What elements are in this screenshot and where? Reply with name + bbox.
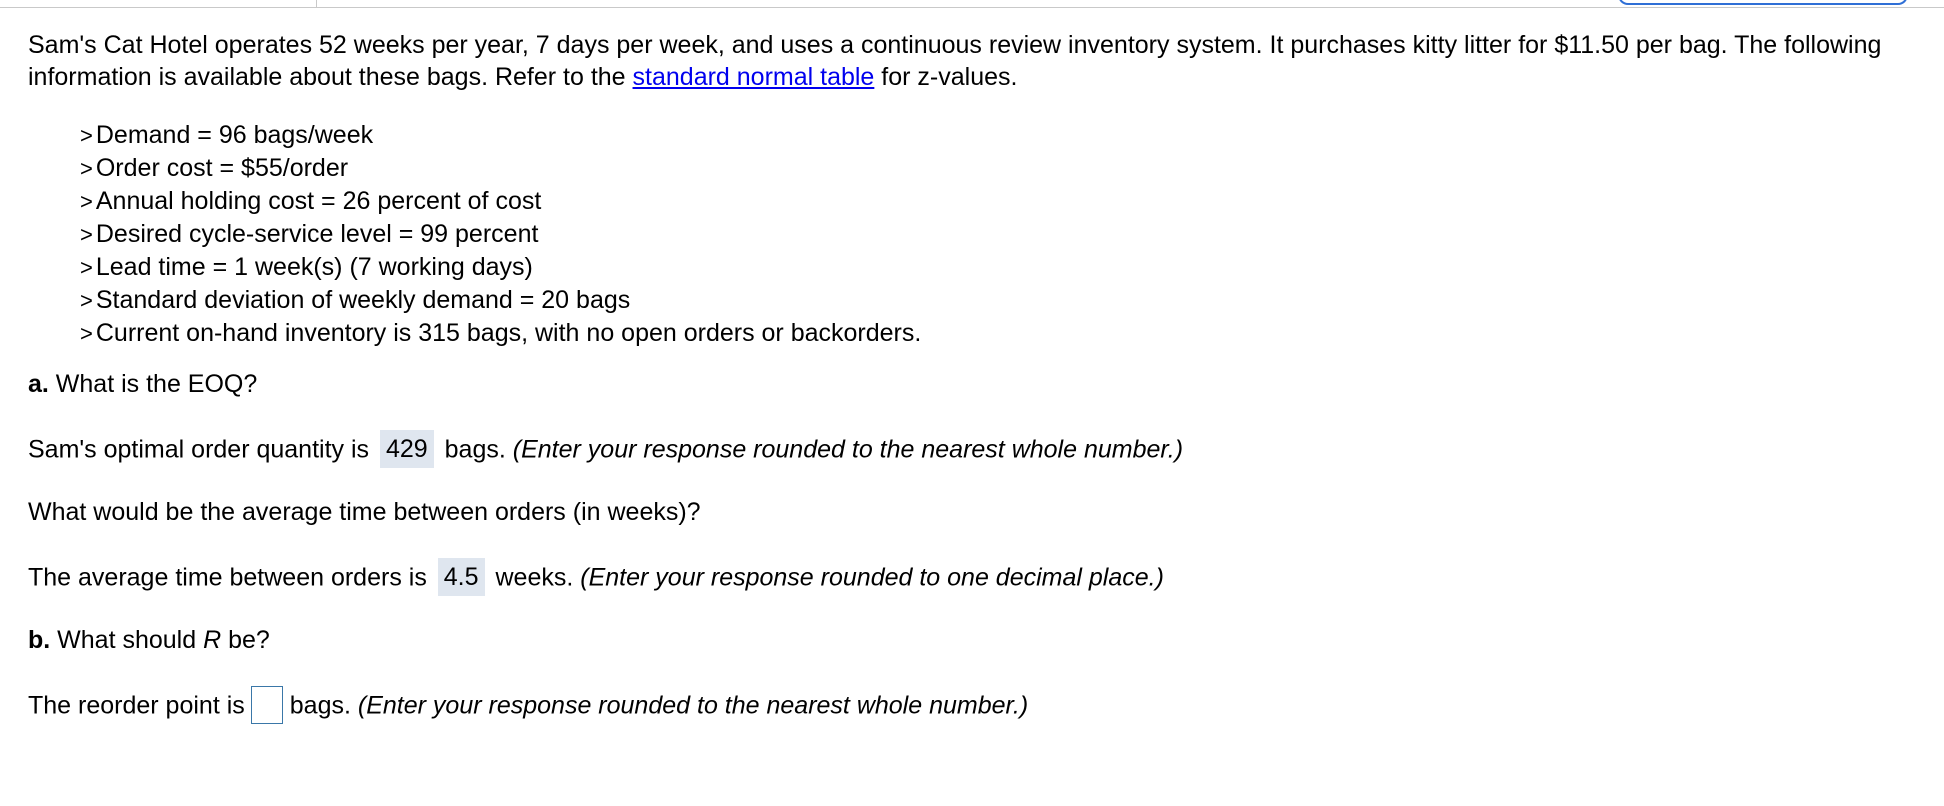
fact-item [80, 317, 1908, 350]
tbo-question-text: What would be the average time between orders (in weeks)? [28, 498, 701, 526]
eoq-unit: bags. [444, 435, 506, 464]
fact-item [80, 119, 1908, 152]
fact-item [80, 284, 1908, 317]
tbo-hint: (Enter your response rounded to one decimal place.) [580, 563, 1164, 592]
tbo-answer-row [28, 560, 1164, 598]
tbo-answer-field[interactable]: 4.5 [438, 558, 485, 596]
fact-marker: > [80, 123, 93, 148]
problem-intro [28, 29, 1908, 93]
fact-text: Current on-hand inventory is 315 bags, with no open orders or backorders. [95, 319, 922, 347]
top-divider [0, 7, 1944, 8]
fact-marker: > [80, 255, 93, 280]
eoq-answer-field[interactable]: 429 [380, 430, 434, 468]
fact-marker: > [80, 222, 93, 247]
part-a-question-text: What is the EOQ? [48, 370, 258, 398]
fact-marker: > [80, 321, 93, 346]
tbo-unit: weeks. [495, 563, 574, 592]
tbo-prefix: The average time between orders is [28, 563, 427, 592]
part-b-variable: R [203, 626, 222, 654]
fact-text: Desired cycle-service level = 99 percent [95, 220, 539, 248]
tbo-question [28, 496, 701, 528]
fact-item [80, 218, 1908, 251]
reorder-point-input[interactable] [251, 686, 283, 724]
intro-text-1: Sam's Cat Hotel operates 52 weeks per year, 7 days per week, and uses a continuous review inventory system. It purchases kitty litter for $11.50 per bag. The following information is available about these bags. Refer to the [28, 31, 1882, 91]
fact-marker: > [80, 288, 93, 313]
part-a-label: a. [28, 370, 49, 398]
eoq-prefix: Sam's optimal order quantity is [28, 435, 370, 464]
eoq-hint: (Enter your response rounded to the nearest whole number.) [512, 435, 1184, 464]
fact-text: Standard deviation of weekly demand = 20 bags [95, 286, 631, 314]
fact-item [80, 251, 1908, 284]
top-divider-tick [316, 0, 317, 8]
fact-marker: > [80, 156, 93, 181]
part-b-label: b. [28, 626, 51, 654]
fact-text: Annual holding cost = 26 percent of cost [95, 187, 542, 215]
part-b-question-post: be? [221, 626, 270, 654]
fact-marker: > [80, 189, 93, 214]
fact-text: Demand = 96 bags/week [95, 121, 374, 149]
standard-normal-table-link[interactable]: standard normal table [632, 63, 875, 91]
reorder-point-prefix: The reorder point is [28, 691, 245, 720]
part-b-question [28, 624, 270, 656]
reorder-point-hint: (Enter your response rounded to the nearest whole number.) [357, 691, 1029, 720]
problem-statement [28, 29, 1908, 350]
intro-text-2: for z-values. [874, 63, 1018, 91]
top-action-button-edge[interactable] [1618, 0, 1908, 5]
fact-item [80, 185, 1908, 218]
fact-text: Lead time = 1 week(s) (7 working days) [95, 253, 533, 281]
fact-text: Order cost = $55/order [95, 154, 349, 182]
part-b-question-pre: What should [50, 626, 204, 654]
reorder-point-unit: bags. [289, 691, 351, 720]
eoq-answer-row [28, 432, 1183, 470]
part-a-question [28, 368, 257, 400]
reorder-point-answer-row [28, 688, 1028, 726]
given-facts-list [80, 119, 1908, 350]
fact-item [80, 152, 1908, 185]
